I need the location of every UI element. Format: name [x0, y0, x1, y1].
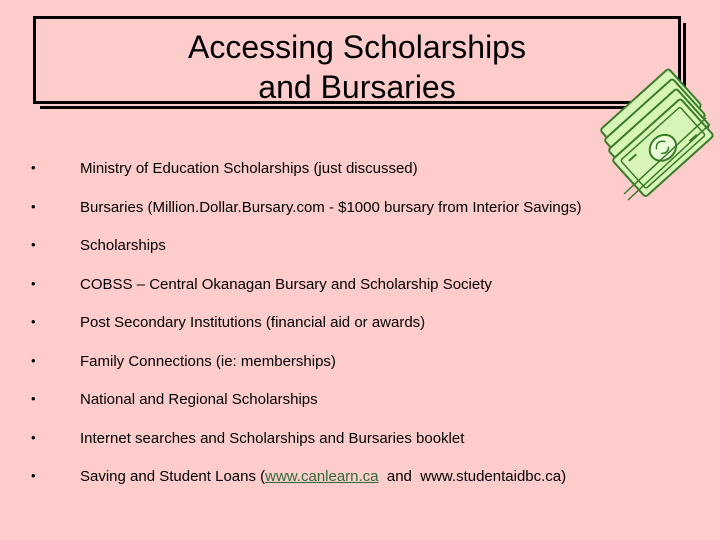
bullet-marker: • [31, 352, 36, 368]
bullet-text: Scholarships [80, 237, 166, 254]
bullet-text: Family Connections (ie: memberships) [80, 352, 336, 370]
bullet-text: Internet searches and Scholarships and Bursaries booklet [80, 429, 465, 447]
bullet-marker: • [31, 314, 36, 329]
bullet-text: Bursaries (Million.Dollar.Bursary.com - $1000 bursary from Interior Savings) [80, 198, 582, 216]
bullet-text: COBSS – Central Okanagan Bursary and Scholarship Society [80, 275, 492, 293]
bullet-text-loans [80, 468, 566, 486]
slide-title [36, 27, 678, 107]
loans-prefix: Saving and Student Loans ( [80, 468, 266, 485]
title-line-2: and Bursaries [258, 69, 456, 105]
money-stack-icon [594, 68, 720, 208]
bullet-marker: • [31, 429, 36, 445]
loans-suffix: ) [561, 468, 567, 485]
money-bills [600, 68, 714, 197]
title-box [33, 16, 681, 104]
title-line-1: Accessing Scholarships [188, 29, 526, 65]
bullet-marker: • [31, 237, 36, 252]
bullet-text: National and Regional Scholarships [80, 391, 318, 408]
bullet-text: Post Secondary Institutions (financial aid or awards) [80, 314, 426, 331]
loans-middle: and [378, 468, 421, 485]
canlearn-link[interactable]: www.canlearn.ca [265, 468, 379, 485]
bullet-marker: • [31, 391, 36, 406]
bullet-marker: • [31, 275, 36, 291]
bullet-marker: • [31, 468, 36, 483]
bullet-marker: • [31, 160, 36, 175]
bullet-text: Ministry of Education Scholarships (just discussed) [80, 160, 418, 177]
bullet-marker: • [31, 198, 36, 214]
studentaidbc-text: www.studentaidbc.ca [420, 468, 562, 485]
